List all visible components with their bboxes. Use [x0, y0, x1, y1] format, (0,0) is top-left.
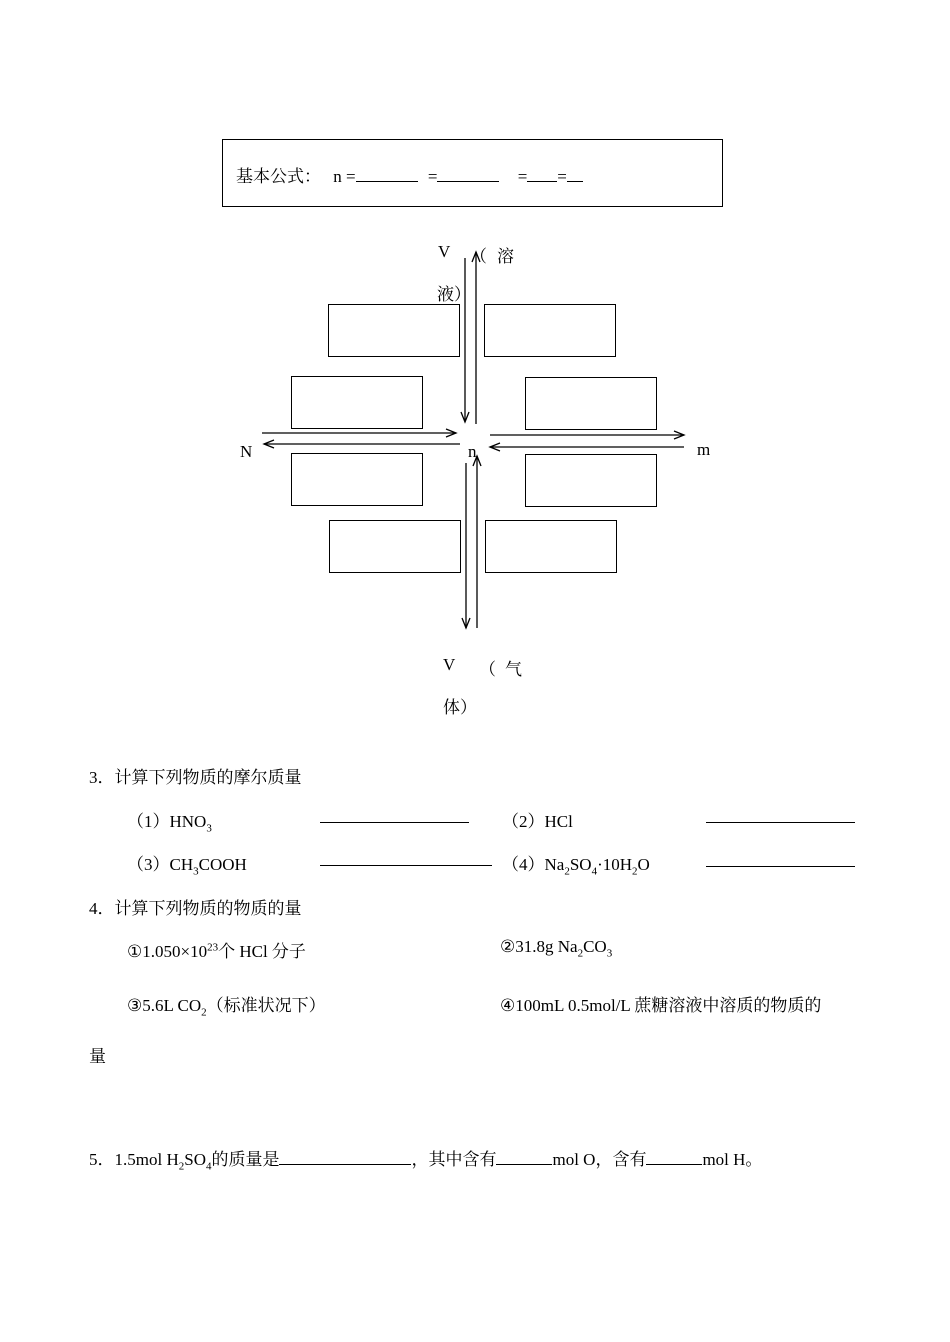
- q4-item-4-cont: 量: [89, 1047, 106, 1066]
- label-v-bottom: V: [443, 655, 456, 674]
- q3-item-4-prefix: （4）: [502, 855, 545, 874]
- q4-item-2: ②31.8g $Na_2CO_3$: [500, 937, 613, 960]
- q5-blank-o[interactable]: [496, 1150, 552, 1165]
- label-ti: 体）: [443, 698, 477, 717]
- q4-item-4: ④100mL 0.5mol/L 蔗糖溶液中溶质的物质的: [500, 996, 822, 1015]
- label-n-center: n: [468, 442, 477, 461]
- formula-n: n =: [333, 167, 356, 186]
- q5-blank-h[interactable]: [646, 1150, 702, 1165]
- label-paren-top: （: [470, 247, 487, 266]
- q5-blank-mass[interactable]: [279, 1150, 411, 1165]
- q3-blank-2[interactable]: [706, 808, 855, 828]
- q3-item-4: [502, 850, 650, 878]
- q3-title: 3．计算下列物质的摩尔质量: [89, 768, 302, 787]
- formula-label: 基本公式：: [236, 167, 321, 186]
- label-qi: 气: [505, 660, 522, 679]
- label-ye: 液）: [437, 285, 471, 304]
- q3-item-1-prefix: （1）: [127, 812, 170, 831]
- q4-title: 4．计算下列物质的物质的量: [89, 899, 302, 918]
- q3-item-3-prefix: （3）: [127, 855, 170, 874]
- formula-eq-1: =: [427, 167, 438, 186]
- label-rong: 溶: [497, 247, 514, 266]
- label-v-top: V: [438, 242, 451, 261]
- q3-blank-4[interactable]: [706, 852, 855, 872]
- label-n-big: N: [240, 442, 253, 461]
- q3-blank-3[interactable]: [320, 851, 492, 871]
- formula-eq-2: =: [517, 167, 528, 186]
- q3-item-2: （2）HCl: [502, 812, 573, 831]
- q5-line: 5．1.5mol $H_2SO_4$的质量是 ，其中含有 mol O，含有 mol H。: [89, 1150, 763, 1173]
- q3-item-3-formula: $CH_3COOH$: [169, 855, 247, 878]
- q3-item-1-formula: $HNO_3$: [169, 812, 212, 835]
- q3-item-3: [127, 850, 247, 878]
- label-paren-bottom: （: [479, 660, 496, 679]
- formula-eq-3: =: [557, 167, 567, 186]
- label-m: m: [697, 440, 711, 459]
- q3-item-4-formula: $Na_2SO_4\cdot 10H_2O$: [544, 855, 650, 878]
- q4-item-3: ③5.6L $CO_2$（标准状况下）: [127, 996, 326, 1019]
- q4-item-1: $①1.050\times 10^{23}$个 HCl 分子: [127, 941, 306, 961]
- q3-item-1: [127, 807, 212, 835]
- q3-blank-1[interactable]: [320, 808, 469, 828]
